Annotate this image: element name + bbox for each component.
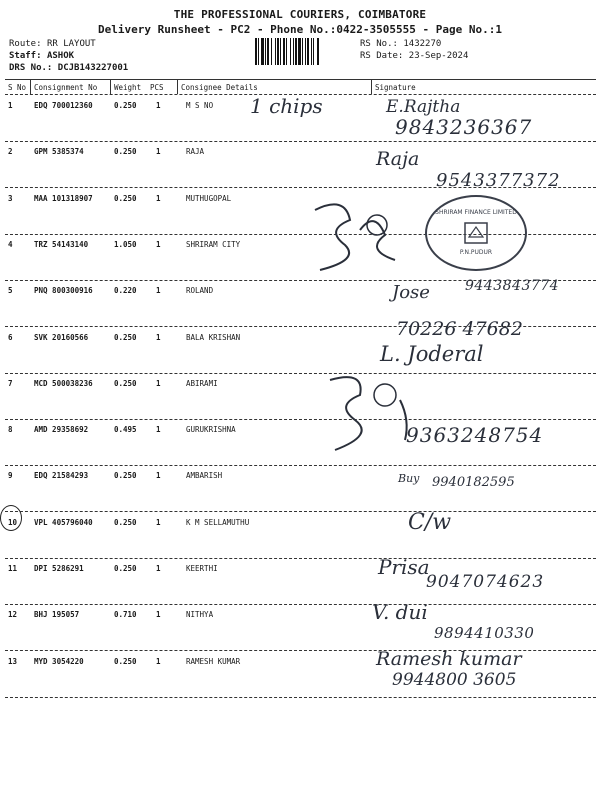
cell-consignee: AMBARISH (186, 471, 223, 481)
barcode-bar (302, 38, 303, 65)
col-header-weight: Weight (114, 83, 142, 92)
cell-consignee: KEERTHI (186, 564, 218, 573)
cell-weight: 0.250 (114, 471, 137, 481)
drs-line (9, 63, 128, 74)
row-1-signature: E.Rajtha (386, 97, 461, 117)
row-divider (5, 604, 596, 605)
shriram-stamp (425, 195, 527, 271)
route-value: RR LAYOUT (46, 39, 96, 49)
barcode-bar (307, 38, 309, 65)
barcode-bar (283, 38, 285, 65)
row-12-signature: V. dui (372, 600, 428, 624)
cell-consignment: EDQ 21584293 (34, 471, 89, 481)
rs-no-value: 1432270 (403, 39, 442, 49)
row-1-phone: 9843236367 (395, 115, 533, 139)
cell-pcs: 1 (156, 425, 161, 435)
cell-consignee: MUTHUGOPAL (186, 193, 232, 203)
barcode-bar (280, 38, 281, 65)
cell-weight: 0.250 (114, 193, 137, 203)
barcode-bar (261, 38, 264, 65)
barcode-bar (277, 38, 279, 65)
cell-sno: 4 (8, 239, 13, 249)
cell-consignee: K M SELLAMUTHU (186, 517, 250, 527)
route-line (9, 39, 96, 50)
barcode-bar (295, 38, 297, 65)
cell-pcs: 1 (156, 239, 161, 249)
barcode-bar (305, 38, 306, 65)
row-6-phone: 70226 47682 (396, 318, 523, 340)
row-9-signature: Buy (398, 472, 420, 485)
cell-weight: 0.250 (114, 378, 137, 388)
stamp-emblem-icon (461, 219, 491, 247)
cell-weight: 0.220 (114, 286, 137, 296)
column-divider (30, 80, 31, 94)
row-6-signature: L. Joderal (380, 342, 484, 366)
row-2-signature: Raja (376, 148, 420, 170)
rs-no-line (360, 39, 441, 50)
route-label: Route: (9, 39, 42, 49)
cell-consignment: MYD 3054220 (34, 656, 84, 666)
cell-pcs: 1 (156, 332, 161, 342)
cell-consignee: RAJA (186, 147, 205, 157)
cell-weight: 0.250 (114, 517, 137, 527)
col-header-consignment: Consignment No (34, 83, 98, 92)
row-1-handwritten-note: 1 chips (250, 94, 323, 118)
cell-pcs: 1 (156, 147, 161, 157)
cell-consignment: VPL 405796040 (34, 517, 93, 527)
cell-consignment: DPI 5286291 (34, 564, 84, 573)
row-3-4-signature-scribble (305, 190, 425, 280)
row-11-signature: Prisa (378, 555, 430, 579)
cell-consignment: SVK 20160566 (34, 332, 89, 342)
barcode-bar (258, 38, 259, 65)
cell-consignment: PNQ 800300916 (34, 286, 93, 296)
header-top-rule (5, 79, 596, 80)
column-divider (371, 80, 372, 94)
cell-pcs: 1 (156, 101, 161, 110)
column-divider (110, 80, 111, 94)
row-2-phone: 9543377372 (436, 170, 561, 191)
row-divider (5, 697, 596, 698)
cell-consignee: RAMESH KUMAR (186, 656, 241, 666)
barcode-bar (265, 38, 266, 65)
cell-weight: 0.250 (114, 564, 137, 573)
company-title: THE PROFESSIONAL COURIERS, COIMBATORE (173, 8, 427, 21)
col-header-consignee: Consignee Details (181, 83, 258, 92)
cell-pcs: 1 (156, 517, 161, 527)
cell-sno: 1 (8, 101, 13, 110)
cell-consignment: MCD 500038236 (34, 378, 93, 388)
row-divider (5, 419, 596, 420)
barcode-bar (317, 38, 319, 65)
barcode-bar (293, 38, 294, 65)
col-header-sno: S No (8, 83, 27, 92)
row-12-phone: 9894410330 (434, 624, 535, 642)
cell-consignee: GURUKRISHNA (186, 425, 236, 435)
row-11-phone: 9047074623 (426, 572, 545, 592)
cell-sno: 9 (8, 471, 13, 481)
cell-consignee: BALA KRISHAN (186, 332, 241, 342)
staff-label: Staff: (9, 51, 42, 61)
cell-sno: 8 (8, 425, 13, 435)
row-divider (5, 465, 596, 466)
cell-pcs: 1 (156, 610, 161, 620)
cell-pcs: 1 (156, 286, 161, 296)
cell-sno: 7 (8, 378, 13, 388)
barcode-bar (290, 38, 291, 65)
row-5-phone: 9443843774 (465, 278, 560, 294)
runsheet-title: Delivery Runsheet - PC2 - Phone No.:0422-3505555 - Page No.:1 (98, 23, 502, 36)
rs-date-value: 23-Sep-2024 (408, 51, 469, 61)
staff-line (9, 51, 74, 62)
cell-consignee: M S NO (186, 101, 214, 110)
cell-consignee: NITHYA (186, 610, 214, 620)
row-8-phone: 9363248754 (406, 423, 544, 447)
row-divider (5, 373, 596, 374)
column-divider (177, 80, 178, 94)
cell-sno: 3 (8, 193, 13, 203)
barcode-bar (271, 38, 272, 65)
rs-date-label: RS Date: (360, 51, 404, 61)
cell-consignee: ROLAND (186, 286, 214, 296)
cell-sno: 13 (8, 656, 18, 666)
cell-consignee: SHRIRAM CITY (186, 239, 241, 249)
row-10-circle-mark (0, 505, 22, 531)
row-9-phone: 9940182595 (432, 475, 515, 490)
cell-sno: 5 (8, 286, 13, 296)
barcode-image (255, 38, 355, 65)
barcode-bar (313, 38, 314, 65)
row-5-signature: Jose (392, 282, 430, 303)
drs-value: DCJB143227001 (57, 63, 129, 73)
rs-date-line (360, 51, 468, 62)
cell-weight: 0.250 (114, 656, 137, 666)
cell-weight: 0.250 (114, 332, 137, 342)
barcode-bar (311, 38, 312, 65)
cell-consignment: TRZ 54143140 (34, 239, 89, 249)
cell-pcs: 1 (156, 564, 161, 573)
cell-consignment: EDQ 700012360 (34, 101, 93, 110)
stamp-company: SHRIRAM FINANCE LIMITED (435, 209, 517, 216)
cell-weight: 0.250 (114, 101, 137, 110)
row-13-signature: Ramesh kumar (376, 648, 522, 670)
rs-no-label: RS No.: (360, 39, 398, 49)
barcode-bar (275, 38, 276, 65)
stamp-location: P.N.PUDUR (459, 249, 493, 256)
staff-value: ASHOK (46, 51, 75, 61)
cell-weight: 0.710 (114, 610, 137, 620)
cell-sno: 11 (8, 564, 18, 573)
cell-sno: 10 (8, 517, 18, 527)
barcode-bar (267, 38, 269, 65)
cell-pcs: 1 (156, 656, 161, 666)
row-13-phone: 9944800 3605 (392, 670, 517, 690)
cell-sno: 12 (8, 610, 18, 620)
cell-consignment: BHJ 195057 (34, 610, 80, 620)
cell-weight: 1.050 (114, 239, 137, 249)
cell-weight: 0.250 (114, 147, 137, 157)
barcode-bar (255, 38, 257, 65)
col-header-signature: Signature (375, 83, 416, 92)
drs-label: DRS No.: (9, 63, 53, 73)
row-divider (5, 558, 596, 559)
cell-consignee: ABIRAMI (186, 378, 218, 388)
col-header-pcs: PCS (150, 83, 164, 92)
cell-sno: 6 (8, 332, 13, 342)
cell-consignment: MAA 101318907 (34, 193, 93, 203)
cell-pcs: 1 (156, 193, 161, 203)
cell-consignment: AMD 29358692 (34, 425, 89, 435)
cell-pcs: 1 (156, 378, 161, 388)
cell-weight: 0.495 (114, 425, 137, 435)
cell-sno: 2 (8, 147, 13, 157)
row-10-signature: C/w (408, 510, 452, 535)
barcode-bar (286, 38, 287, 65)
cell-pcs: 1 (156, 471, 161, 481)
row-divider (5, 141, 596, 142)
row-divider (5, 511, 596, 512)
barcode-bar (298, 38, 301, 65)
cell-consignment: GPM 5385374 (34, 147, 84, 157)
